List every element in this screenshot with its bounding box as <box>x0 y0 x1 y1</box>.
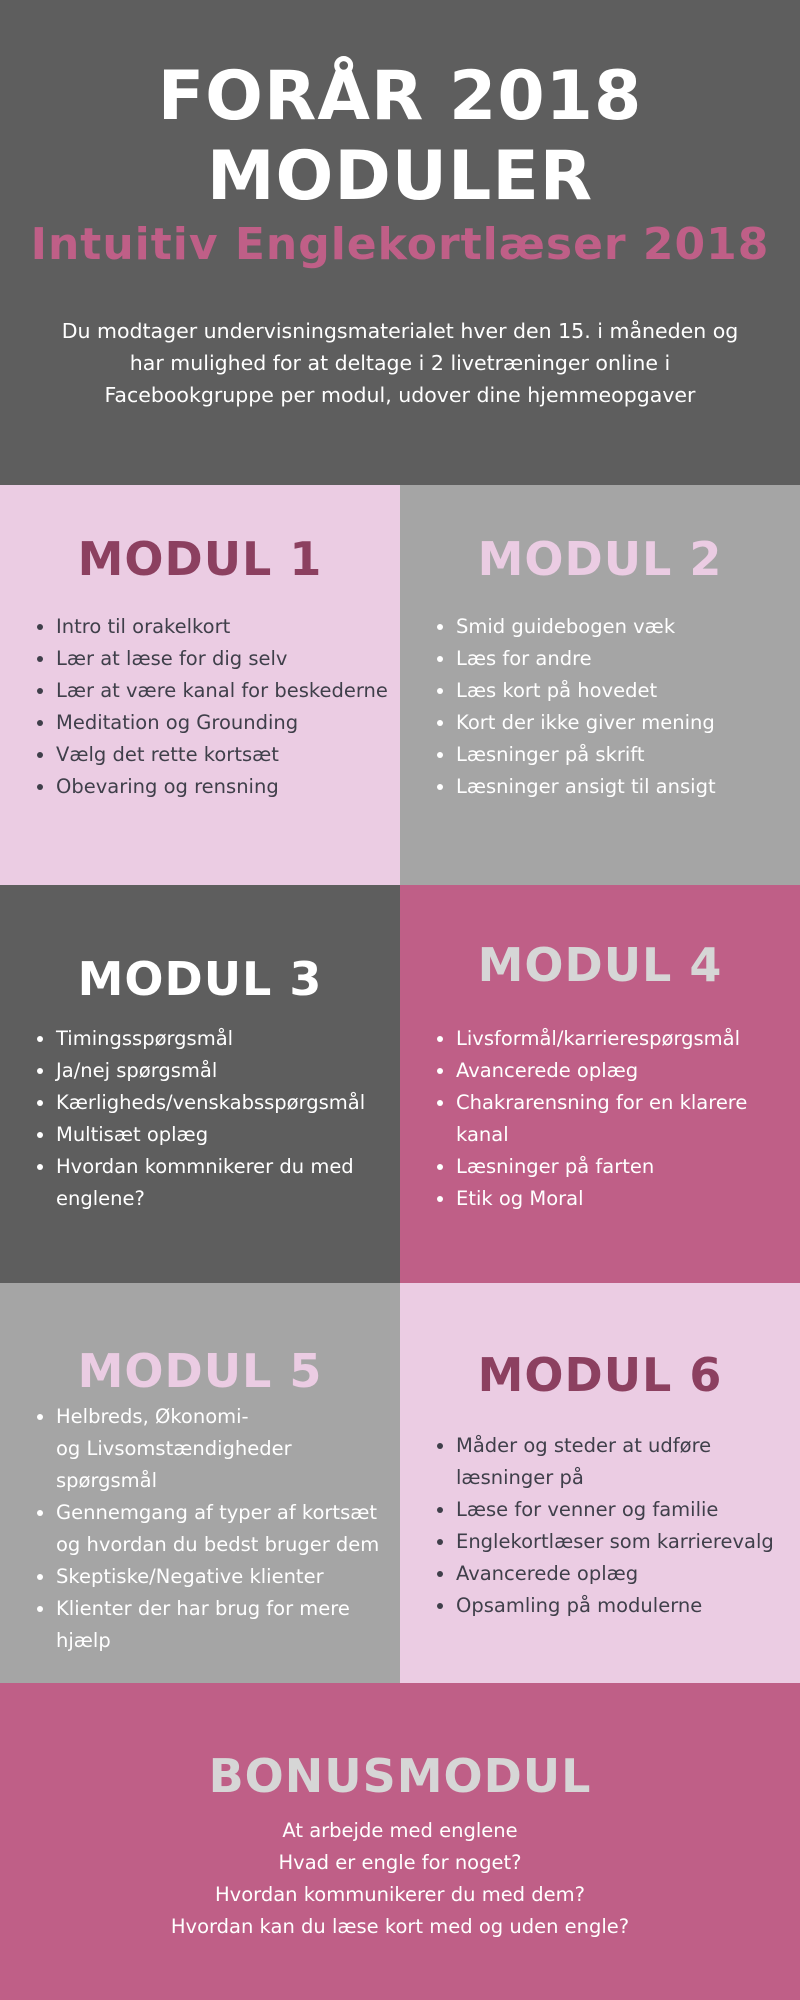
list-item-text: Læsninger på farten <box>456 1155 655 1178</box>
bonus-line: Hvordan kan du læse kort med og uden engle? <box>170 1915 630 1938</box>
course-subtitle: Intuitiv Englekortlæser 2018 <box>30 219 770 270</box>
list-item <box>400 675 716 707</box>
list-item-text: Vælg det rette kortsæt <box>56 743 279 766</box>
list-item <box>400 739 716 771</box>
list-item-text: Hvordan kommnikerer du med <box>56 1155 354 1178</box>
module-5-panel <box>0 1283 400 1683</box>
list-item-text: Opsamling på modulerne <box>456 1594 703 1617</box>
module-5-list <box>0 1401 379 1657</box>
module-2-panel <box>400 485 800 885</box>
module-3-title: MODUL 3 <box>77 952 323 1006</box>
page-title-line1: FORÅR 2018 <box>157 57 643 136</box>
list-item-text: Læs for andre <box>456 647 592 670</box>
bonus-line: At arbejde med englene <box>282 1819 518 1842</box>
list-item <box>0 707 388 739</box>
module-6-list <box>400 1430 774 1622</box>
list-item-text: Avancerede oplæg <box>456 1059 639 1082</box>
list-item-text: Meditation og Grounding <box>56 711 299 734</box>
list-item-text: englene? <box>56 1187 145 1210</box>
module-2-list <box>400 611 716 803</box>
list-item <box>400 1087 747 1151</box>
list-item <box>400 1183 747 1215</box>
list-item-text: Ja/nej spørgsmål <box>56 1059 218 1082</box>
list-item-text: Måder og steder at udføre <box>456 1434 712 1457</box>
module-1-panel <box>0 485 400 885</box>
module-4-list <box>400 1023 747 1215</box>
list-item <box>0 1561 379 1593</box>
list-item <box>0 1497 379 1561</box>
module-1-list <box>0 611 388 803</box>
list-item-text: Læsninger ansigt til ansigt <box>456 775 716 798</box>
list-item-text: Avancerede oplæg <box>456 1562 639 1585</box>
module-6-panel <box>400 1283 800 1683</box>
list-item <box>0 1151 365 1215</box>
list-item <box>0 611 388 643</box>
module-6-title: MODUL 6 <box>477 1348 723 1402</box>
list-item <box>400 643 716 675</box>
list-item-text: hjælp <box>56 1629 111 1652</box>
list-item-text: spørgsmål <box>56 1469 158 1492</box>
page-title-line2: MODULER <box>206 137 594 216</box>
list-item <box>0 1023 365 1055</box>
list-item-text: kanal <box>456 1123 509 1146</box>
list-item-text: Gennemgang af typer af kortsæt <box>56 1501 378 1524</box>
list-item-text: Kort der ikke giver mening <box>456 711 715 734</box>
list-item-text: Læsninger på skrift <box>456 743 645 766</box>
list-item-text: Englekortlæser som karrierevalg <box>456 1530 774 1553</box>
list-item-text: Etik og Moral <box>456 1187 584 1210</box>
list-item-text: Læse for venner og familie <box>456 1498 719 1521</box>
list-item <box>0 1593 379 1657</box>
list-item-text: Klienter der har brug for mere <box>56 1597 350 1620</box>
list-item <box>400 1430 774 1494</box>
list-item <box>400 1023 747 1055</box>
intro-text <box>60 315 740 411</box>
module-3-panel <box>0 885 400 1285</box>
list-item-text: Livsformål/karrierespørgsmål <box>456 1027 741 1050</box>
list-item-text: Timingsspørgsmål <box>56 1027 234 1050</box>
list-item <box>400 1151 747 1183</box>
list-item <box>400 611 716 643</box>
bonus-lines <box>0 1815 800 1943</box>
list-item <box>0 1119 365 1151</box>
list-item <box>400 1558 774 1590</box>
intro-line: Du modtager undervisningsmaterialet hver den 15. i måneden og <box>61 319 739 343</box>
module-3-list <box>0 1023 365 1215</box>
list-item-text: Multisæt oplæg <box>56 1123 209 1146</box>
intro-line: Facebookgruppe per modul, udover dine hjemmeopgaver <box>104 383 696 407</box>
module-2-title: MODUL 2 <box>477 532 723 586</box>
module-5-title: MODUL 5 <box>77 1344 323 1398</box>
list-item-text: Chakrarensning for en klarere <box>456 1091 748 1114</box>
list-item-text: Helbreds, Økonomi- <box>56 1405 249 1428</box>
list-item-text: Obevaring og rensning <box>56 775 279 798</box>
list-item-text: Lær at være kanal for beskederne <box>56 679 388 702</box>
list-item <box>0 771 388 803</box>
list-item <box>0 1087 365 1119</box>
list-item <box>400 707 716 739</box>
list-item <box>400 1590 774 1622</box>
bonus-line: Hvad er engle for noget? <box>278 1851 522 1874</box>
list-item-text: Kærligheds/venskabsspørgsmål <box>56 1091 366 1114</box>
list-item <box>400 1526 774 1558</box>
list-item <box>400 1494 774 1526</box>
bonus-line: Hvordan kommunikerer du med dem? <box>215 1883 585 1906</box>
header-section <box>0 0 800 485</box>
list-item <box>0 643 388 675</box>
list-item <box>400 771 716 803</box>
module-4-title: MODUL 4 <box>477 938 723 992</box>
list-item-text: og hvordan du bedst bruger dem <box>56 1533 380 1556</box>
list-item <box>0 739 388 771</box>
list-item-text: Intro til orakelkort <box>56 615 231 638</box>
list-item-text: Læs kort på hovedet <box>456 679 658 702</box>
bonus-title: BONUSMODUL <box>208 1749 592 1803</box>
module-4-panel <box>400 885 800 1285</box>
module-1-title: MODUL 1 <box>77 532 323 586</box>
list-item <box>0 675 388 707</box>
bonus-section <box>0 1683 800 2000</box>
list-item <box>0 1401 379 1497</box>
list-item-text: Skeptiske/Negative klienter <box>56 1565 324 1588</box>
list-item-text: og Livsomstændigheder <box>56 1437 292 1460</box>
list-item-text: læsninger på <box>456 1466 584 1489</box>
list-item-text: Lær at læse for dig selv <box>56 647 288 670</box>
list-item <box>0 1055 365 1087</box>
list-item <box>400 1055 747 1087</box>
intro-line: har mulighed for at deltage i 2 livetræninger online i <box>129 351 671 375</box>
list-item-text: Smid guidebogen væk <box>456 615 676 638</box>
